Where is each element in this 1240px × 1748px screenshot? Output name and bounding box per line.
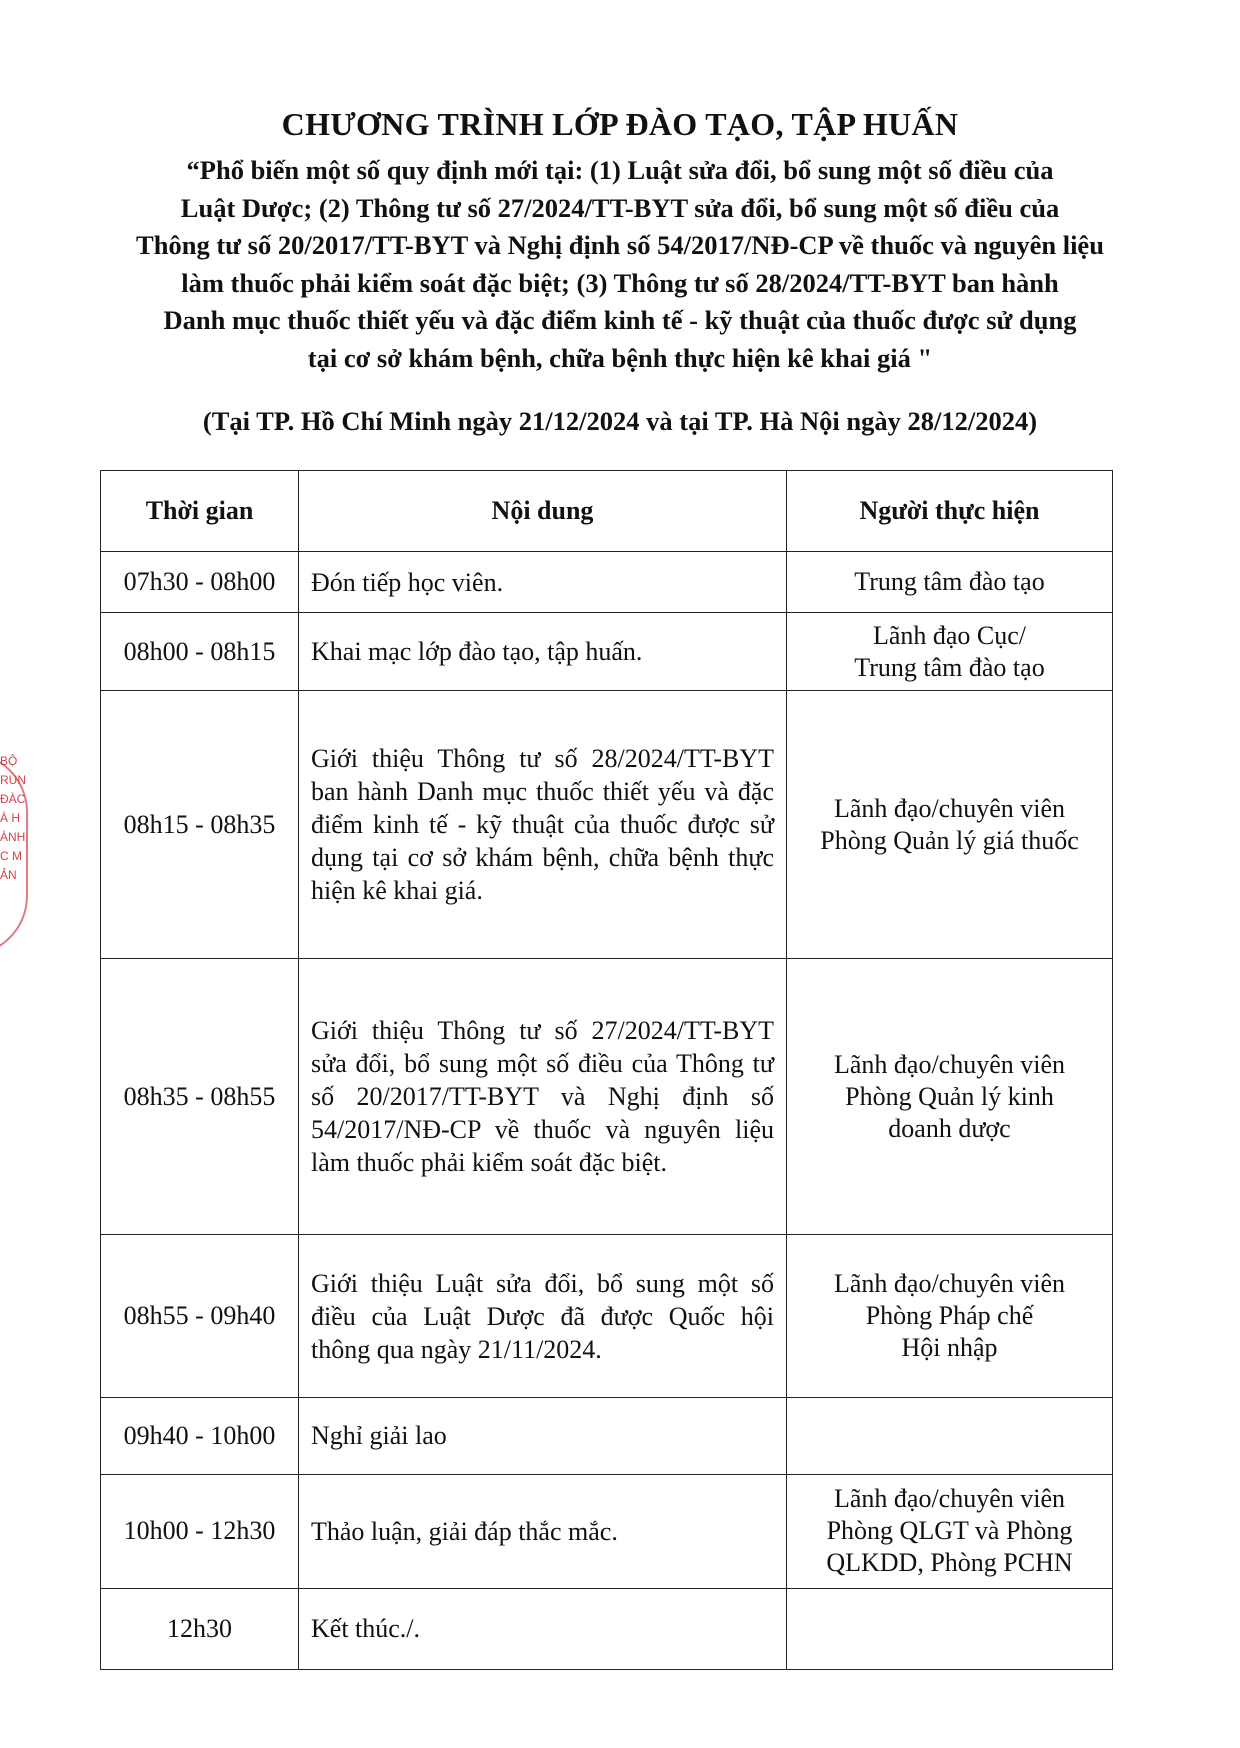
table-row	[101, 1397, 1113, 1474]
cell-time: 12h30	[101, 1588, 299, 1669]
header-time: Thời gian	[101, 471, 299, 552]
cell-person	[787, 1475, 1113, 1589]
cell-time: 07h30 - 08h00	[101, 552, 299, 613]
person-line: Phòng QLGT và Phòng	[826, 1516, 1073, 1546]
red-stamp-fragment	[0, 752, 30, 962]
table-row	[101, 613, 1113, 691]
cell-content: Giới thiệu Thông tư số 28/2024/TT-BYT ban hành Danh mục thuốc thiết yếu và đặc điểm kinh tế - kỹ thuật của thuốc được sử dụng tại cơ sở khám bệnh, chữa bệnh thực hiện kê khai giá.	[299, 691, 787, 959]
header-person: Người thực hiện	[787, 471, 1113, 552]
person-line: Lãnh đạo/chuyên viên	[833, 1049, 1066, 1079]
stamp-line: BỘ	[0, 754, 18, 768]
stamp-line: À H	[0, 811, 21, 825]
cell-person	[787, 552, 1113, 613]
cell-person	[787, 613, 1113, 691]
header-content: Nội dung	[299, 471, 787, 552]
subtitle-line: Luật Dược; (2) Thông tư số 27/2024/TT-BYT sửa đổi, bổ sung một số điều của	[180, 192, 1060, 223]
person-line: QLKDD, Phòng PCHN	[826, 1548, 1073, 1578]
stamp-line: C M	[0, 849, 22, 863]
stamp-line: RUN	[0, 773, 26, 787]
cell-person	[787, 691, 1113, 959]
cell-person	[787, 959, 1113, 1235]
cell-content: Nghỉ giải lao	[299, 1397, 787, 1474]
document-subtitle	[70, 152, 1170, 377]
cell-time: 08h15 - 08h35	[101, 691, 299, 959]
cell-time: 08h55 - 09h40	[101, 1235, 299, 1397]
table-header-row	[101, 471, 1113, 552]
document-title: CHƯƠNG TRÌNH LỚP ĐÀO TẠO, TẬP HUẤN	[281, 106, 959, 142]
cell-person	[787, 1397, 1113, 1474]
schedule-table	[100, 470, 1113, 1670]
cell-time: 08h00 - 08h15	[101, 613, 299, 691]
table-row	[101, 552, 1113, 613]
person-line: Phòng Quản lý kinh	[845, 1081, 1054, 1111]
stamp-line: ẢN	[0, 868, 17, 882]
cell-content: Kết thúc./.	[299, 1588, 787, 1669]
person-line: Phòng Quản lý giá thuốc	[820, 825, 1079, 855]
person-line: Lãnh đạo/chuyên viên	[833, 1269, 1066, 1299]
person-line: Hội nhập	[901, 1333, 998, 1363]
table-row	[101, 1588, 1113, 1669]
subtitle-line: Danh mục thuốc thiết yếu và đặc điểm kinh tế - kỹ thuật của thuốc được sử dụng	[163, 305, 1077, 335]
person-line: Lãnh đạo/chuyên viên	[833, 1484, 1066, 1514]
table-row	[101, 1475, 1113, 1589]
place-date: (Tại TP. Hồ Chí Minh ngày 21/12/2024 và tại TP. Hà Nội ngày 28/12/2024)	[202, 406, 1038, 436]
table-row	[101, 691, 1113, 959]
stamp-line: ĐÀC	[0, 792, 26, 806]
subtitle-line: tại cơ sở khám bệnh, chữa bệnh thực hiện kê khai giá "	[307, 342, 933, 373]
cell-content: Thảo luận, giải đáp thắc mắc.	[299, 1475, 787, 1589]
cell-time: 10h00 - 12h30	[101, 1475, 299, 1589]
person-line: Trung tâm đào tạo	[854, 652, 1045, 682]
cell-person	[787, 1588, 1113, 1669]
cell-content: Giới thiệu Thông tư số 27/2024/TT-BYT sửa đổi, bổ sung một số điều của Thông tư số 20/2017/TT-BYT và Nghị định số 54/2017/NĐ-CP về thuốc và nguyên liệu làm thuốc phải kiểm soát đặc biệt.	[299, 959, 787, 1235]
person-line: Lãnh đạo Cục/	[872, 620, 1027, 650]
cell-time: 08h35 - 08h55	[101, 959, 299, 1235]
subtitle-line: làm thuốc phải kiểm soát đặc biệt; (3) Thông tư số 28/2024/TT-BYT ban hành	[181, 267, 1059, 298]
table-row	[101, 959, 1113, 1235]
cell-content: Khai mạc lớp đào tạo, tập huấn.	[299, 613, 787, 691]
cell-content: Đón tiếp học viên.	[299, 552, 787, 613]
subtitle-line: “Phổ biến một số quy định mới tại: (1) Luật sửa đổi, bổ sung một số điều của	[186, 155, 1054, 185]
person-line: Lãnh đạo/chuyên viên	[833, 793, 1066, 823]
table-row	[101, 1235, 1113, 1397]
cell-content: Giới thiệu Luật sửa đổi, bổ sung một số điều của Luật Dược đã được Quốc hội thông qua ngày 21/11/2024.	[299, 1235, 787, 1397]
person-line: Phòng Pháp chế	[865, 1301, 1034, 1331]
person-line: Trung tâm đào tạo	[854, 567, 1045, 597]
person-line: doanh dược	[888, 1113, 1011, 1143]
stamp-line: ÀNH	[0, 830, 26, 844]
subtitle-line: Thông tư số 20/2017/TT-BYT và Nghị định số 54/2017/NĐ-CP về thuốc và nguyên liệu	[136, 230, 1104, 260]
cell-person	[787, 1235, 1113, 1397]
cell-time: 09h40 - 10h00	[101, 1397, 299, 1474]
